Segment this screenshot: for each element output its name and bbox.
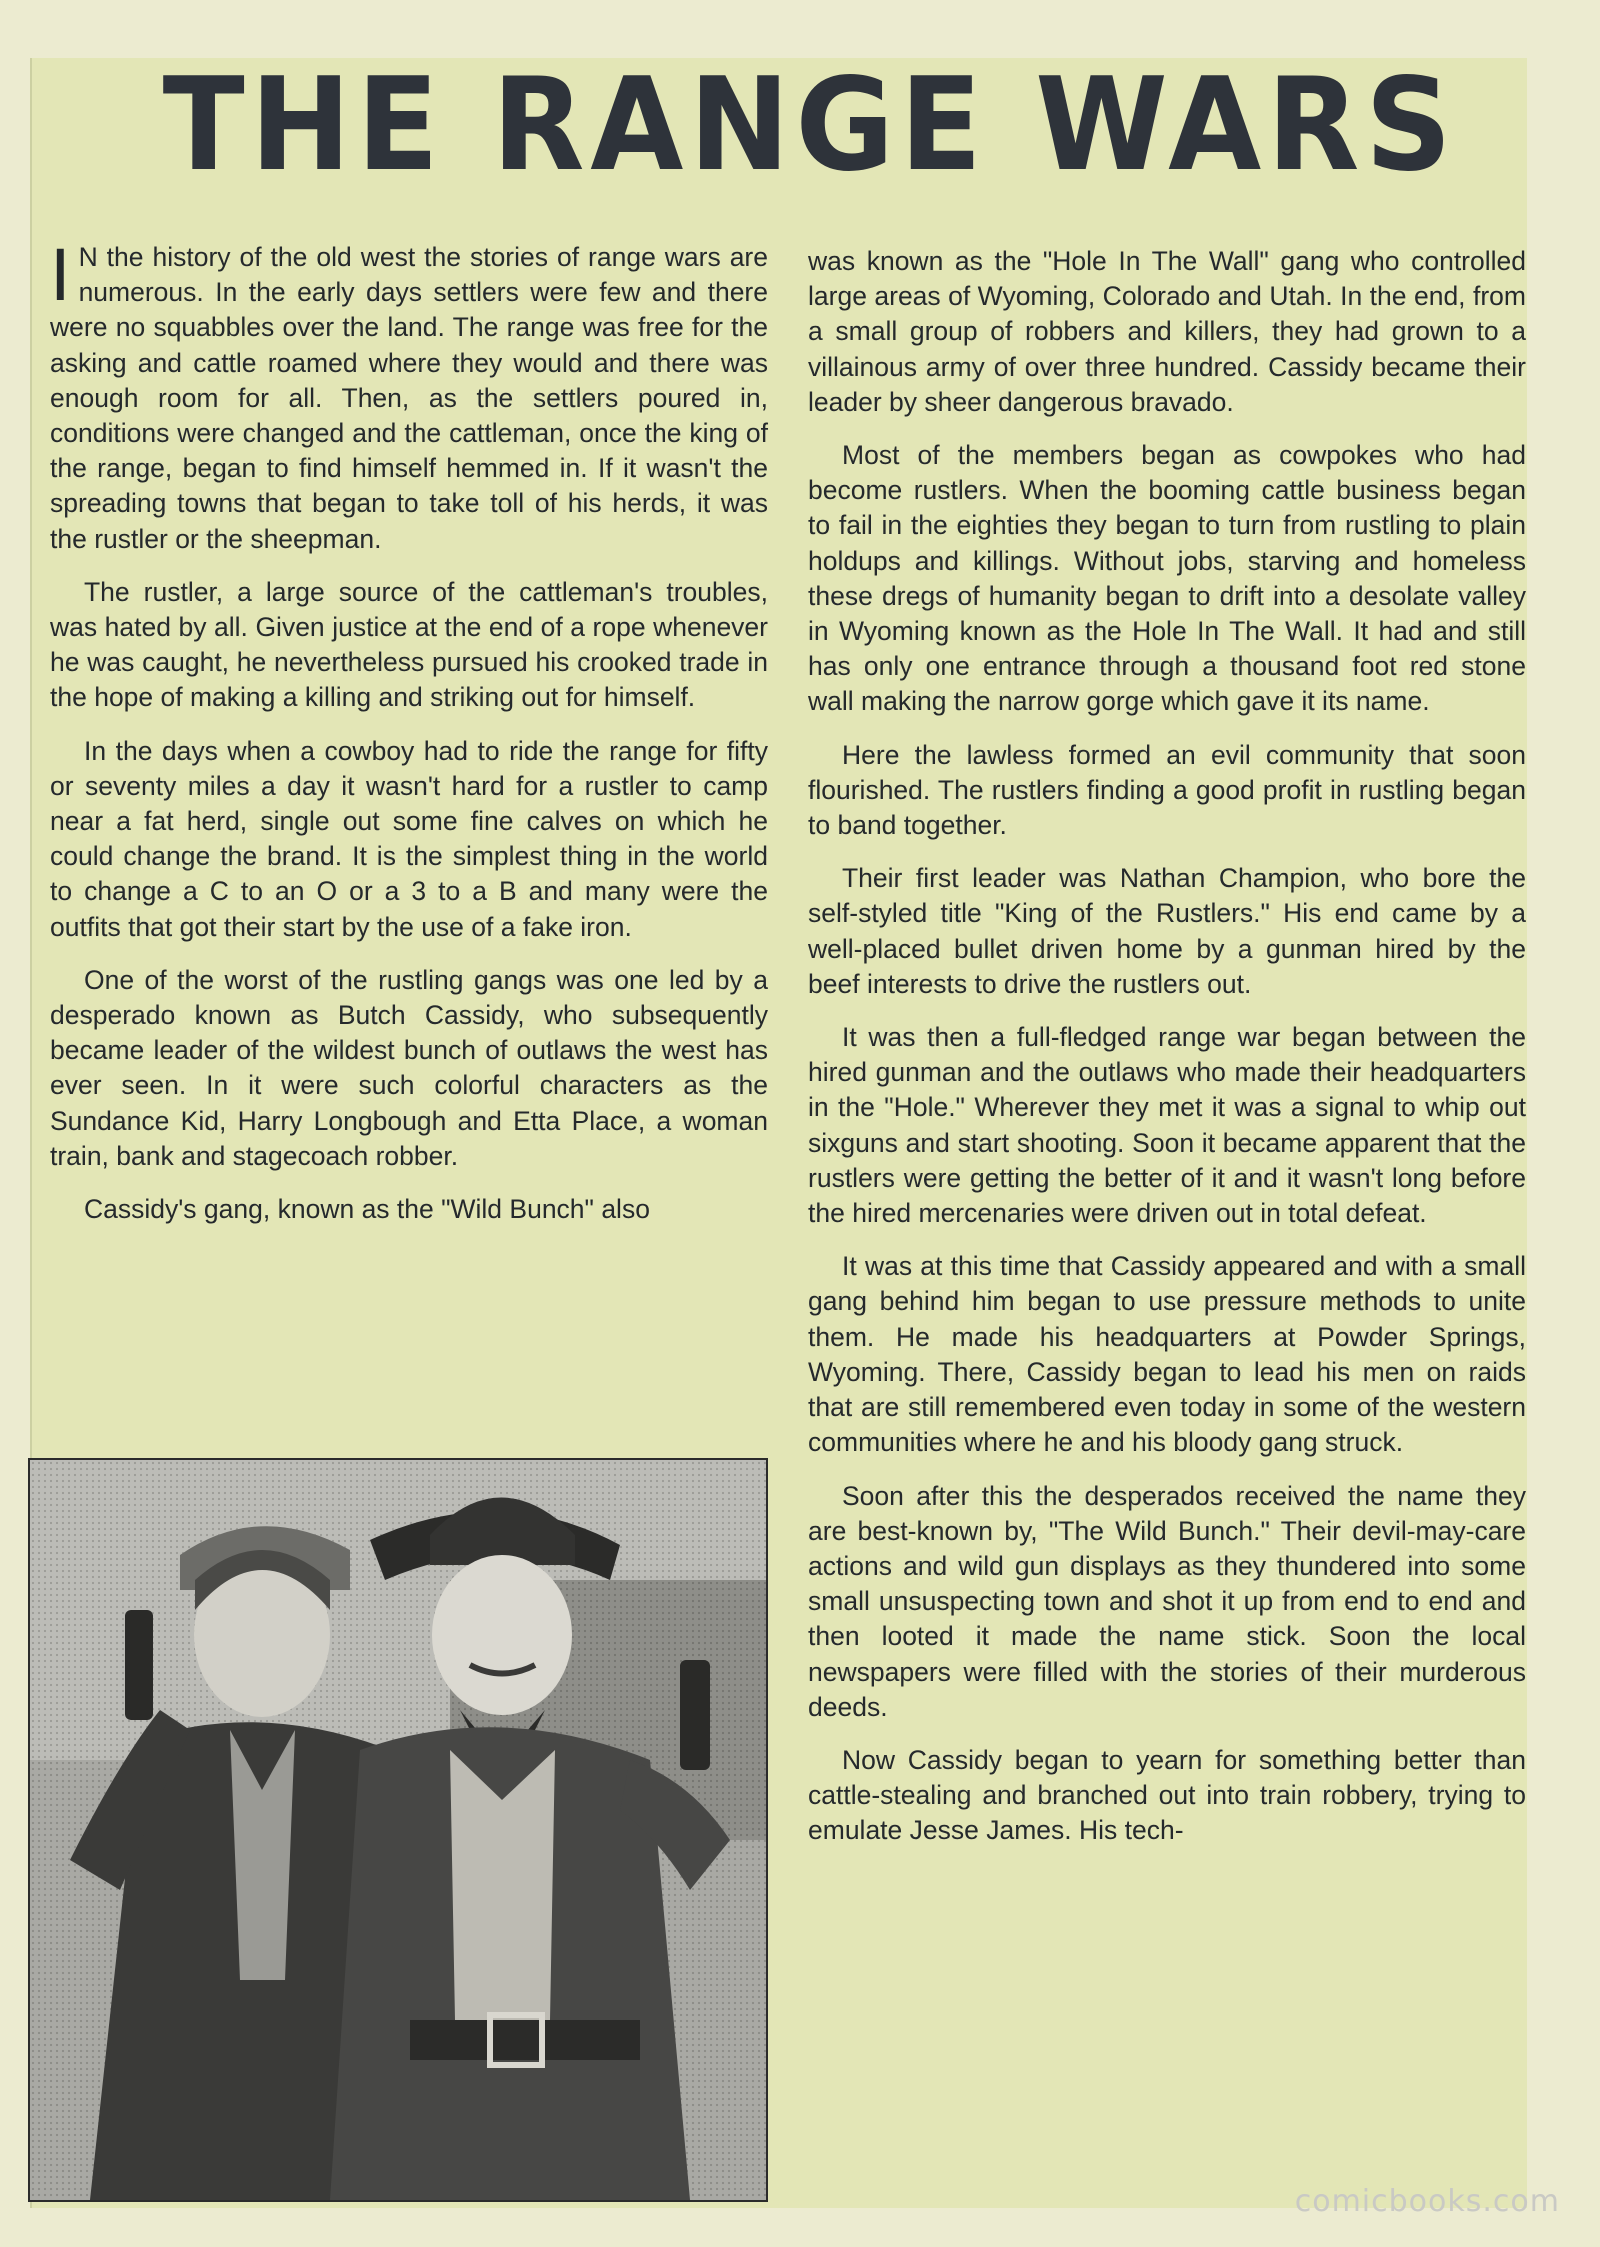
paragraph-7: Most of the members began as cowpokes who had become rustlers. When the booming cattle business began to fail in the eighties they began to turn from rustling to plain holdups and killings. Without jobs, starving and homeless these dregs of humanity began to drift into a desolate valley in Wyoming known as the Hole In The Wall. It had and still has only one entrance through a thousand foot red stone wall making the narrow gorge which gave it its name. — [808, 440, 1526, 717]
cowboys-photo — [28, 1458, 768, 2202]
paragraph-3: In the days when a cowboy had to ride the range for fifty or seventy miles a day it wasn't hard for a rustler to camp near a fat herd, single out some fine calves on which he could change the brand. It is the simplest thing in the world to change a C to an O or a 3 to a B and many were the outfits that got their start by the use of a fake iron. — [50, 735, 768, 942]
paragraph-1 — [50, 233, 768, 557]
paragraph-4: One of the worst of the rustling gangs was one led by a desperado known as Butch Cassidy, who subsequently became leader of the wildest bunch of outlaws the west has ever seen. In it were such colorful characters as the Sundance Kid, Harry Longbough and Etta Place, a woman train, bank and stagecoach robber. — [50, 964, 768, 1171]
paragraph-2: The rustler, a large source of the cattleman's troubles, was hated by all. Given justice at the end of a rope whenever he was caught, he nevertheless pursued his crooked trade in the hope of making a killing and striking out for himself. — [50, 576, 768, 713]
watermark: comicbooks.com — [1294, 2184, 1560, 2219]
right-column — [808, 244, 1526, 1867]
paragraph-12: Soon after this the desperados received the name they are best-known by, "The Wild Bunch." Their devil-may-care actions and wild gun displays as they thundered into some small unsuspecting town and shot it up from end to end and then looted it made the name stick. Soon the local newspapers were filled with the stories of their murderous deeds. — [808, 1480, 1526, 1722]
photo-illustration — [30, 1460, 766, 2200]
paragraph-10: It was then a full-fledged range war began between the hired gunman and the outlaws who made their headquarters in the "Hole." Wherever they met it was a signal to whip out sixguns and start shooting. Soon it became apparent that the rustlers were getting the better of it and it wasn't long before the hired mercenaries were driven out in total defeat. — [808, 1022, 1526, 1229]
drop-cap: I — [50, 233, 71, 316]
paragraph-11: It was at this time that Cassidy appeared and with a small gang behind him began to use pressure methods to unite them. He made his headquarters at Powder Springs, Wyoming. There, Cassidy began to lead his men on raids that are still remembered even today in some of the western communities where he and his bloody gang struck. — [808, 1251, 1526, 1458]
paragraph-8: Here the lawless formed an evil community that soon flourished. The rustlers finding a good profit in rustling began to band together. — [808, 739, 1526, 841]
paragraph-6: was known as the "Hole In The Wall" gang who controlled large areas of Wyoming, Colorado and Utah. In the end, from a small group of robbers and killers, they had grown to a villainous army of over three hundred. Cassidy became their leader by sheer dangerous bravado. — [808, 246, 1526, 417]
paragraph-13: Now Cassidy began to yearn for something better than cattle-stealing and branched out into train robbery, trying to emulate Jesse James. His tech- — [808, 1744, 1526, 1846]
paragraph-1-text: N the history of the old west the stories of range wars are numerous. In the early days settlers were few and there were no squabbles over the land. The range was free for the asking and cattle roamed where they would and there was enough room for all. Then, as the settlers poured in, conditions were changed and the cattleman, once the king of the range, began to find himself hemmed in. If it wasn't the spreading towns that began to take toll of his herds, it was the rustler or the sheepman. — [50, 242, 768, 554]
article-title: THE RANGE WARS — [162, 51, 1458, 200]
paragraph-9: Their first leader was Nathan Champion, who bore the self-styled title "King of the Rustlers." His end came by a well-placed bullet driven home by a gunman hired by the beef interests to drive the rustlers out. — [808, 863, 1526, 999]
paragraph-5: Cassidy's gang, known as the "Wild Bunch" also — [84, 1194, 650, 1225]
left-column — [50, 233, 768, 1245]
